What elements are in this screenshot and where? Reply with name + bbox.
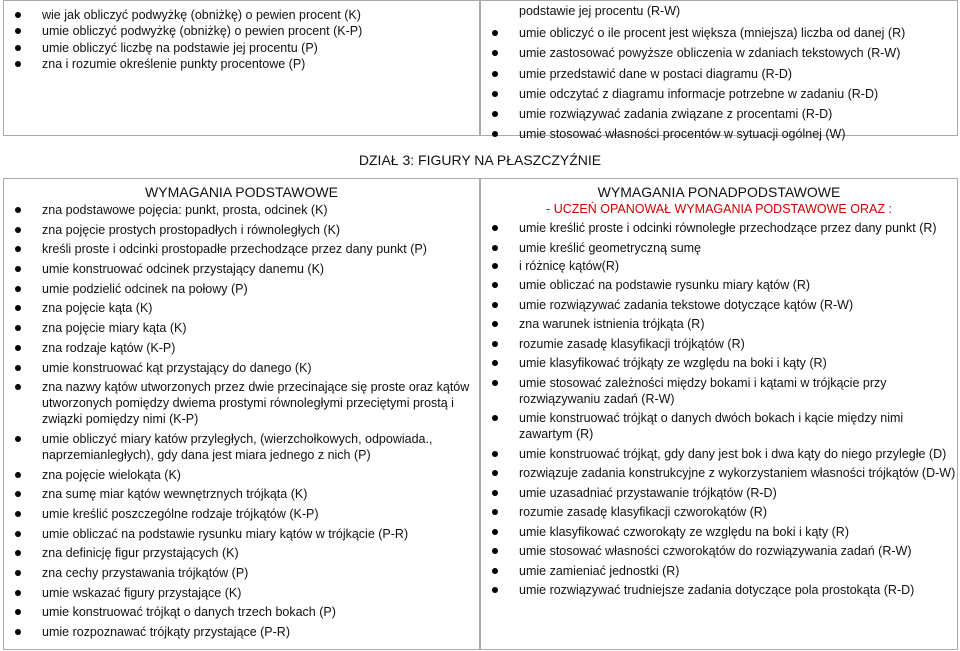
list-item: umie rozwiązywać trudniejsze zadania dotyczące pola prostokąta (R-D) [481, 582, 957, 598]
list-item: umie stosować własności procentów w sytuacji ogólnej (W) [481, 124, 957, 144]
section-title: DZIAŁ 3: FIGURY NA PŁASZCZYŹNIE [358, 152, 602, 168]
list-item: umie obliczyć miary katów przyległych, (wierzchołkowych, odpowiada., naprzemianległych), gdy dana jest miara jednego z nich (P) [4, 431, 479, 463]
list-item: umie stosować własności czworokątów do rozwiązywania zadań (R-W) [481, 543, 957, 559]
list-item: zna nazwy kątów utworzonych przez dwie przecinające się proste oraz kątów utworzonych pomiędzy dwiema prostymi równoległymi przeciętymi prostą i związki pomiędzy nimi (K-P) [4, 379, 479, 427]
basic-requirements-cell [3, 178, 480, 650]
list-item: umie rozwiązywać zadania związane z procentami (R-D) [481, 104, 957, 124]
basic-list [4, 202, 479, 640]
list-item: umie rozwiązywać zadania tekstowe dotyczące kątów (R-W) [481, 297, 957, 313]
advanced-requirements-cell [480, 178, 958, 650]
basic-heading: WYMAGANIA PODSTAWOWE [145, 184, 338, 200]
list-item: kreśli proste i odcinki prostopadłe przechodzące przez dany punkt (P) [4, 241, 479, 257]
advanced-heading: WYMAGANIA PONADPODSTAWOWE [597, 184, 841, 200]
top-right-cell [480, 0, 958, 142]
top-left-cell [3, 0, 480, 136]
list-item: umie zamieniać jednostki (R) [481, 563, 957, 579]
list-item: zna pojęcie kąta (K) [4, 300, 479, 316]
list-item: umie odczytać z diagramu informacje potrzebne w zadaniu (R-D) [481, 84, 957, 104]
list-item: zna definicję figur przystających (K) [4, 545, 479, 561]
list-item: umie stosować zależności między bokami i kątami w trójkącie przy rozwiązywaniu zadań (R-W) [481, 375, 957, 407]
list-item: umie konstruować odcinek przystający danemu (K) [4, 261, 479, 277]
list-item: umie wskazać figury przystające (K) [4, 585, 479, 601]
list-item: zna pojęcie miary kąta (K) [4, 320, 479, 336]
list-item: umie kreślić proste i odcinki równoległe przechodzące przez dany punkt (R) [481, 220, 957, 236]
list-item: umie kreślić geometryczną sumę [481, 240, 957, 256]
list-item: umie klasyfikować czworokąty ze względu na boki i kąty (R) [481, 524, 957, 540]
list-item: umie konstruować kąt przystający do danego (K) [4, 360, 479, 376]
list-item: umie obliczyć o ile procent jest większa (mniejsza) liczba od danej (R) [481, 23, 957, 43]
list-item: zna podstawowe pojęcia: punkt, prosta, odcinek (K) [4, 202, 479, 218]
list-item: zna rodzaje kątów (K-P) [4, 340, 479, 356]
list-item: umie obliczać na podstawie rysunku miary kątów (R) [481, 277, 957, 293]
list-item: umie podzielić odcinek na połowy (P) [4, 281, 479, 297]
list-item: rozwiązuje zadania konstrukcyjne z wykorzystaniem własności trójkątów (D-W) [481, 465, 957, 481]
list-item: zna warunek istnienia trójkąta (R) [481, 316, 957, 332]
list-item: umie rozpoznawać trójkąty przystające (P-R) [4, 624, 479, 640]
list-item: umie obliczać na podstawie rysunku miary kątów w trójkącie (P-R) [4, 526, 479, 542]
list-item: umie obliczyć liczbę na podstawie jej procentu (P) [4, 40, 479, 56]
list-item: zna sumę miar kątów wewnętrznych trójkąta (K) [4, 486, 479, 502]
list-item: i różnicę kątów(R) [481, 258, 957, 274]
list-item: umie kreślić poszczególne rodzaje trójkątów (K-P) [4, 506, 479, 522]
list-item: umie klasyfikować trójkąty ze względu na boki i kąty (R) [481, 355, 957, 371]
list-item: zna pojęcie prostych prostopadłych i równoległych (K) [4, 222, 479, 238]
list-item: umie zastosować powyższe obliczenia w zdaniach tekstowych (R-W) [481, 43, 957, 63]
list-item: umie konstruować trójkąt, gdy dany jest bok i dwa kąty do niego przyległe (D) [481, 446, 957, 462]
list-item: umie przedstawić dane w postaci diagramu (R-D) [481, 64, 957, 84]
list-item: wie jak obliczyć podwyżkę (obniżkę) o pewien procent (K) [4, 7, 479, 23]
list-item: zna cechy przystawania trójkątów (P) [4, 565, 479, 581]
list-item: umie konstruować trójkąt o danych dwóch bokach i kącie między nimi zawartym (R) [481, 410, 957, 442]
list-item: zna pojęcie wielokąta (K) [4, 467, 479, 483]
top-right-list [481, 23, 957, 145]
continued-line: podstawie jej procentu (R-W) [519, 4, 681, 18]
list-item: rozumie zasadę klasyfikacji trójkątów (R) [481, 336, 957, 352]
list-item: umie konstruować trójkąt o danych trzech bokach (P) [4, 604, 479, 620]
list-item: umie obliczyć podwyżkę (obniżkę) o pewien procent (K-P) [4, 23, 479, 39]
top-left-list [4, 7, 479, 73]
list-item: zna i rozumie określenie punkty procentowe (P) [4, 56, 479, 72]
advanced-list [481, 220, 957, 598]
list-item: umie uzasadniać przystawanie trójkątów (R-D) [481, 485, 957, 501]
list-item: rozumie zasadę klasyfikacji czworokątów (R) [481, 504, 957, 520]
advanced-subheading: - UCZEŃ OPANOWAŁ WYMAGANIA PODSTAWOWE ORAZ : [546, 202, 892, 216]
